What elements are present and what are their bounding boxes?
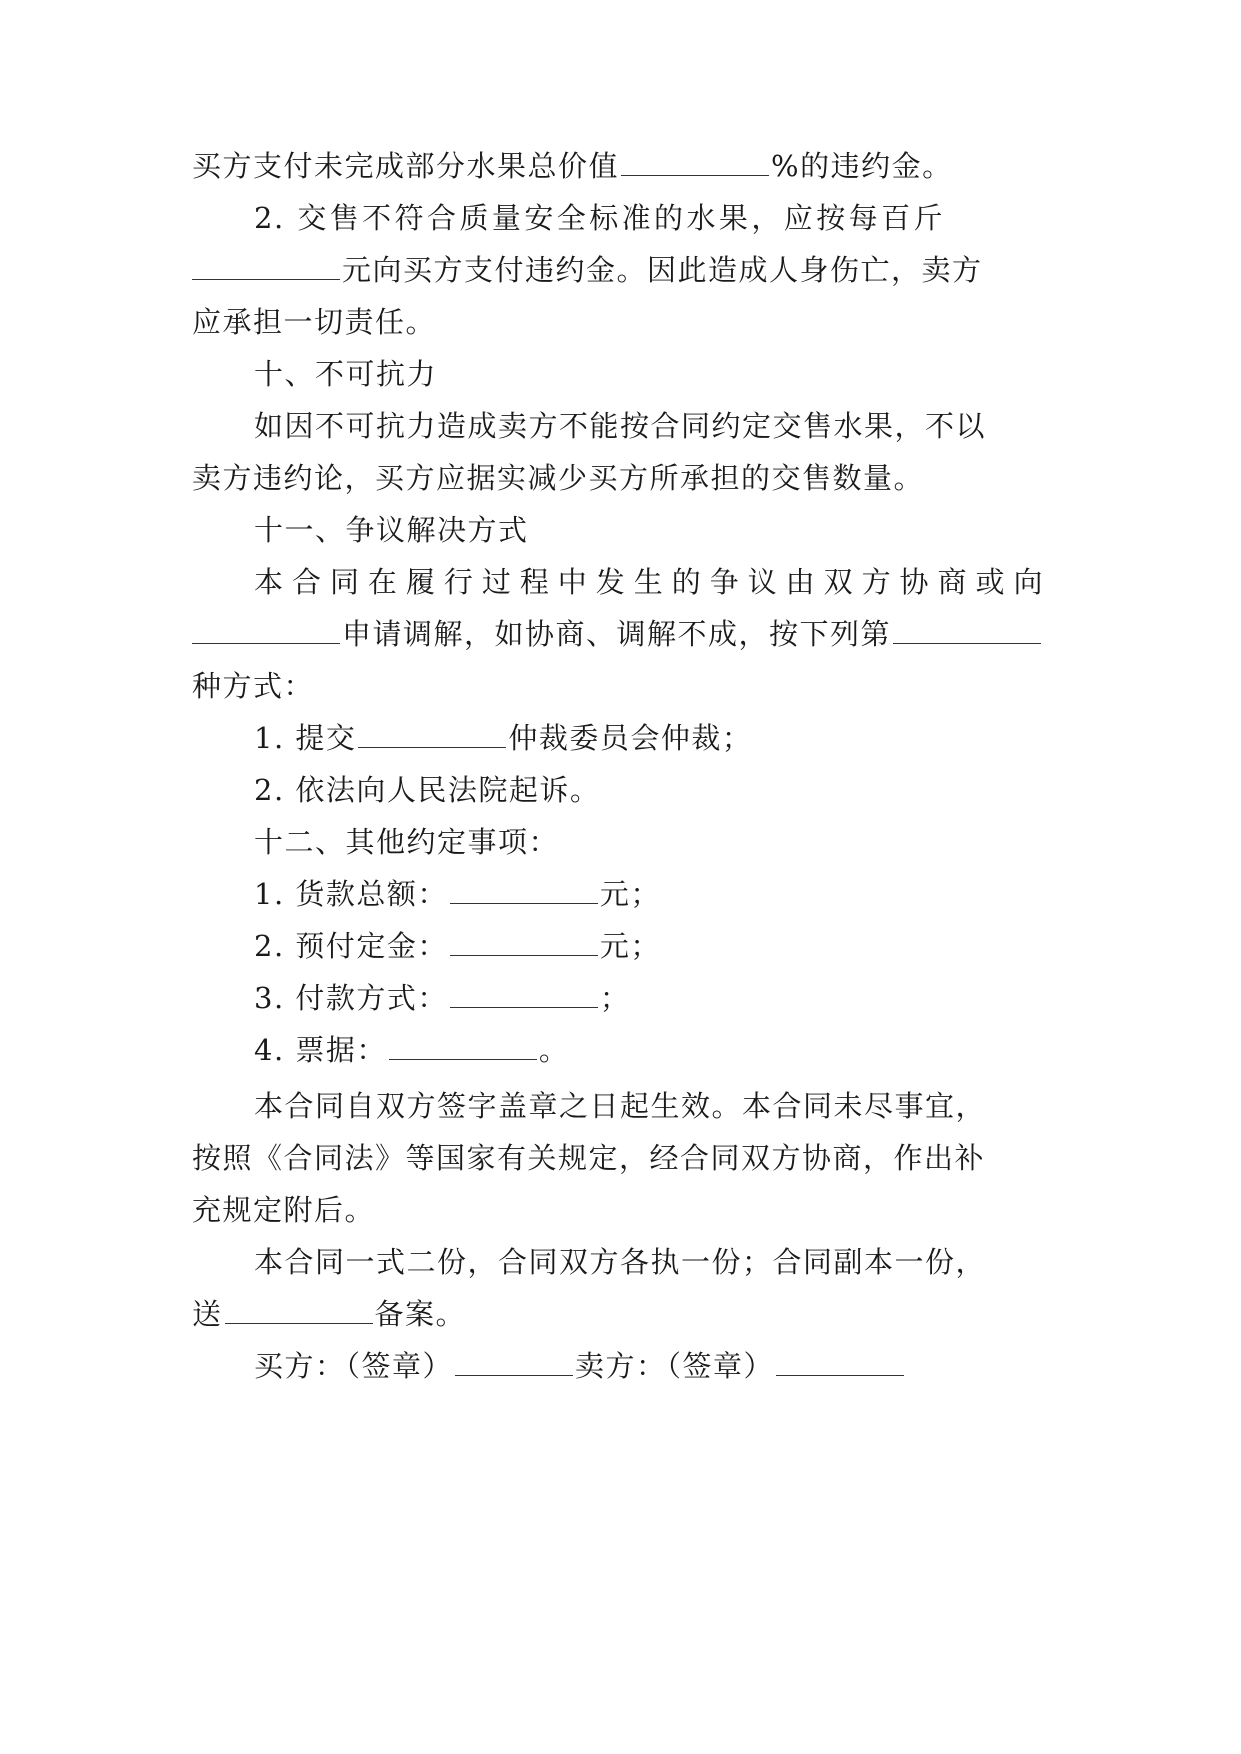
text-segment: 本合同一式二份，合同双方各执一份；合同副本一份， — [254, 1245, 987, 1279]
buyer-signature-label: 买方：（签章） — [254, 1349, 454, 1383]
text-segment: 种方式： — [192, 669, 315, 703]
fill-in-blank — [450, 927, 598, 956]
text-segment: 卖方违约论，买方应据实减少买方所承担的交售数量。 — [192, 461, 925, 495]
text-segment: 按照《合同法》等国家有关规定，经合同双方协商，作出补 — [192, 1141, 986, 1175]
heading-text: 十、不可抗力 — [254, 357, 438, 391]
text-segment: 送 — [192, 1297, 223, 1331]
clause-quality-penalty-line — [254, 198, 944, 238]
arbitration-option-line — [254, 718, 1114, 758]
copies-filing-line — [192, 1294, 1052, 1334]
text-segment: 仲裁委员会仲裁； — [508, 721, 753, 755]
text-segment: 1. 提交 — [254, 721, 357, 755]
text-segment: 应承担一切责任。 — [192, 305, 437, 339]
heading-text: 十二、其他约定事项： — [254, 825, 560, 859]
signature-line — [254, 1346, 1114, 1386]
section-heading-other-terms — [254, 822, 1114, 862]
clause-penalty-percentage-line — [192, 146, 1052, 186]
text-segment: 元； — [599, 929, 661, 963]
total-payment-line — [254, 874, 1114, 914]
text-segment: %的违约金。 — [771, 149, 953, 183]
litigation-option-line — [254, 770, 1114, 810]
fill-in-blank — [621, 147, 769, 176]
text-segment: 2. 交售不符合质量安全标准的水果，应按每百斤 — [254, 201, 944, 235]
fill-in-blank — [893, 615, 1041, 644]
fill-in-blank — [450, 979, 598, 1008]
force-majeure-text-line — [254, 406, 1114, 446]
fill-in-blank — [450, 875, 598, 904]
text-segment: 本合同在履行过程中发生的争议由双方协商或向 — [254, 565, 1044, 599]
copies-text-line — [254, 1242, 1114, 1282]
force-majeure-text-line — [192, 458, 1052, 498]
text-segment: 2. 依法向人民法院起诉。 — [254, 773, 601, 807]
text-segment: 买方支付未完成部分水果总价值 — [192, 149, 620, 183]
text-segment: 3. 付款方式： — [254, 981, 448, 1015]
section-heading-force-majeure — [254, 354, 1114, 394]
clause-liability-line — [192, 302, 1052, 342]
text-segment: 。 — [538, 1033, 570, 1067]
text-segment: 4. 票据： — [254, 1033, 387, 1067]
text-segment: 申请调解，如协商、调解不成，按下列第 — [342, 617, 892, 651]
buyer-signature-blank — [455, 1347, 573, 1376]
text-segment: ； — [599, 981, 631, 1015]
text-segment: 充规定附后。 — [192, 1193, 376, 1227]
payment-method-line — [254, 978, 1114, 1018]
seller-signature-blank — [776, 1347, 904, 1376]
fill-in-blank — [389, 1031, 537, 1060]
deposit-line — [254, 926, 1114, 966]
invoice-line — [254, 1030, 1114, 1070]
text-segment: 1. 货款总额： — [254, 877, 448, 911]
effectiveness-text-line — [254, 1086, 1114, 1126]
text-segment: 2. 预付定金： — [254, 929, 448, 963]
dispute-method-line — [192, 666, 1052, 706]
text-segment: 如因不可抗力造成卖方不能按合同约定交售水果，不以 — [254, 409, 987, 443]
text-segment: 本合同自双方签字盖章之日起生效。本合同未尽事宜， — [254, 1089, 987, 1123]
clause-quality-penalty-amount-line — [192, 250, 1052, 290]
fill-in-blank — [192, 615, 340, 644]
dispute-mediation-line — [192, 614, 1052, 654]
effectiveness-text-line — [192, 1190, 1052, 1230]
fill-in-blank — [225, 1295, 373, 1324]
heading-text: 十一、争议解决方式 — [254, 513, 529, 547]
fill-in-blank — [358, 719, 506, 748]
dispute-text-line — [254, 562, 1044, 602]
seller-signature-label: 卖方：（签章） — [575, 1349, 775, 1383]
section-heading-dispute-resolution — [254, 510, 1114, 550]
effectiveness-text-line — [192, 1138, 1052, 1178]
text-segment: 备案。 — [374, 1297, 467, 1331]
text-segment: 元向买方支付违约金。因此造成人身伤亡，卖方 — [342, 253, 983, 287]
text-segment: 元； — [599, 877, 661, 911]
fill-in-blank — [192, 251, 340, 280]
